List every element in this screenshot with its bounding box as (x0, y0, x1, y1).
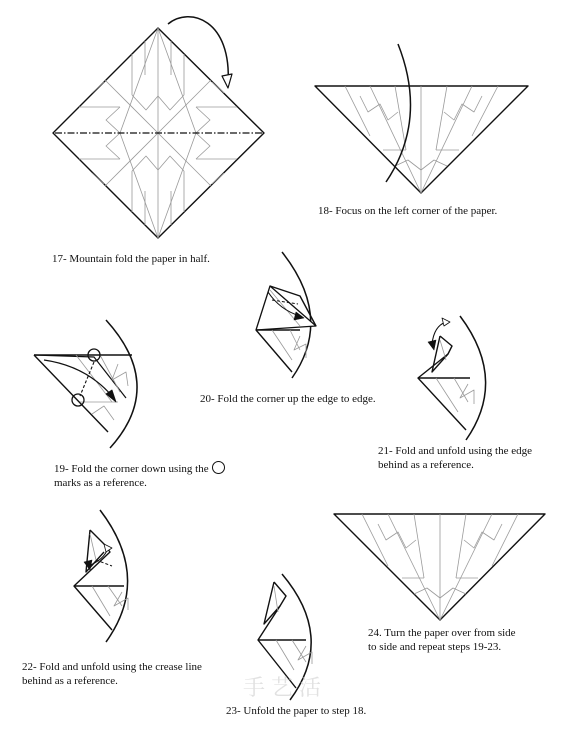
step-18-triangle-outline (315, 86, 528, 193)
step-23-caption: 23- Unfold the paper to step 18. (226, 705, 367, 717)
step-21-caption-line2: behind as a reference. (378, 459, 474, 471)
circle-mark-icon (212, 461, 225, 474)
step-19-caption (54, 461, 225, 490)
step-22-caption (22, 660, 202, 688)
step-19-focus-arc (106, 320, 137, 448)
step-22-caption-line1: 22- Fold and unfold using the crease line (22, 661, 202, 673)
step-21-caption-line1: 21- Fold and unfold using the edge (378, 445, 532, 457)
step-24-caption (368, 626, 516, 654)
step-20-diagram (256, 252, 316, 378)
step-20-caption: 20- Fold the corner up the edge to edge. (200, 393, 376, 405)
step-24-caption-line2: to side and repeat steps 19-23. (368, 641, 502, 653)
site-watermark: 手艺活 (242, 676, 327, 701)
step-19-caption-line2: marks as a reference. (54, 477, 147, 489)
step-18-diagram (315, 44, 528, 193)
step-21-caption (378, 444, 532, 472)
step-21-diagram (418, 316, 486, 440)
step-24-triangle-outline (334, 514, 545, 620)
step-22-focus-arc (100, 510, 128, 642)
step-19-diagram (34, 320, 137, 448)
step-24-caption-line1: 24. Turn the paper over from side (368, 627, 516, 639)
step-18-caption: 18- Focus on the left corner of the paper. (318, 205, 498, 217)
step-19-fold-arrow (44, 360, 112, 396)
step-17-caption: 17- Mountain fold the paper in half. (52, 253, 210, 265)
step-24-diagram (334, 514, 545, 620)
step-22-diagram (74, 510, 128, 642)
step-19-caption-line1: 19- Fold the corner down using the (54, 463, 209, 475)
step-17-diagram (53, 17, 264, 238)
step-22-caption-line2: behind as a reference. (22, 675, 118, 687)
